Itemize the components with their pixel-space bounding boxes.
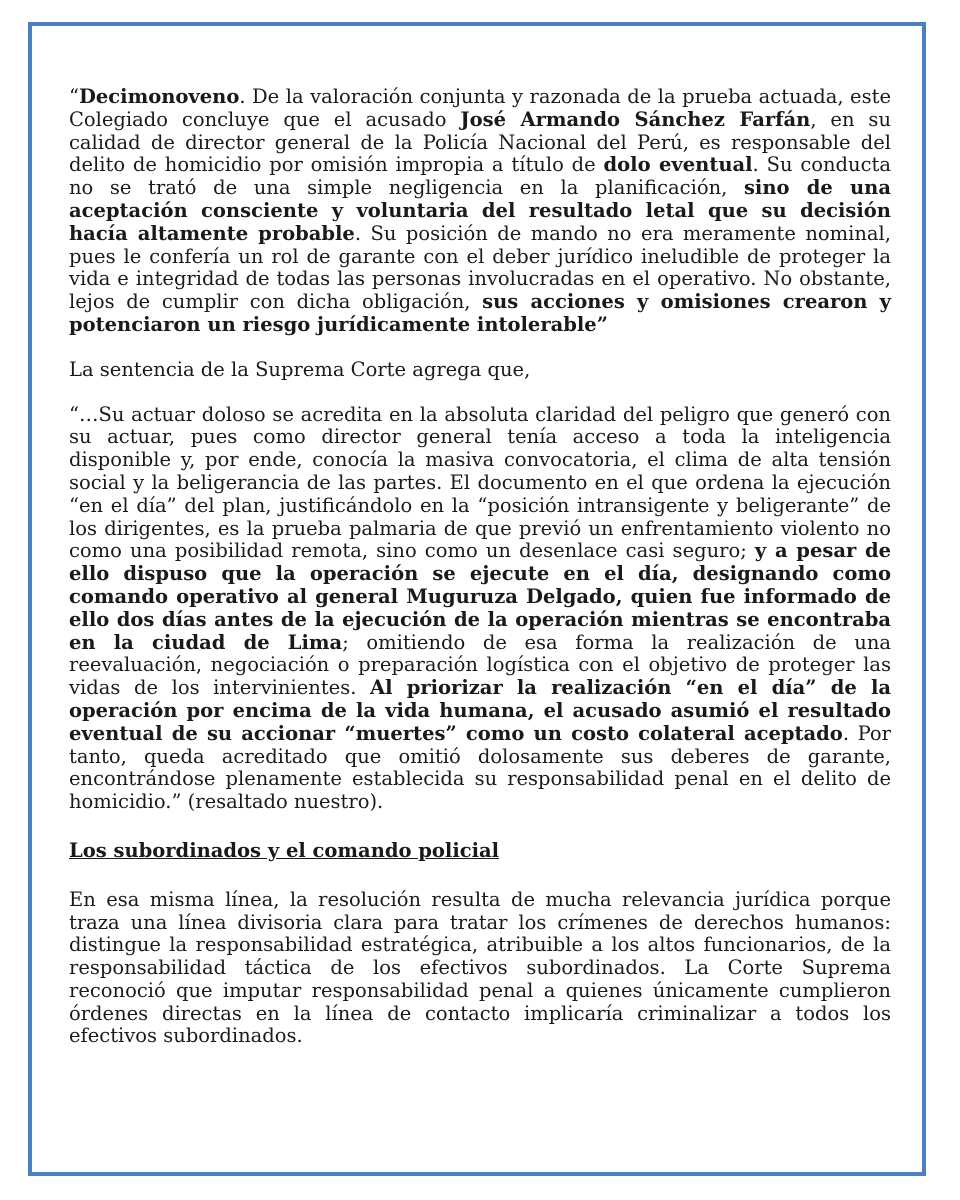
- section-heading: Los subordinados y el comando policial: [69, 838, 500, 862]
- q1-bold-run: José Armando Sánchez Farfán: [460, 107, 811, 131]
- q2-run: . Por tanto, queda acreditado que omitió dolosamente sus deberes de garante, encontrándose plenamente establecida su responsabilidad penal en el delito de homicidio.” (resaltado nuestro).: [69, 721, 891, 814]
- q2-bold-run: y a pesar de ello dispuso que la operación se ejecute en el día, designando como comando operativo al general Muguruza Delgado, quien fue informado de ello dos días antes de la ejecución de la operación mientras se encontraba en la ciudad de Lima: [69, 539, 891, 654]
- quote-paragraph-2: [69, 404, 891, 814]
- q2-run: “…Su actuar doloso se acredita en la absoluta claridad del peligro que generó con su actuar, pues como director general tenía acceso a toda la inteligencia disponible y, por ende, conocía la masiva convocatoria, el clima de alta tensión social y la beligerancia de las partes. El documento en el que ordena la ejecución “en el día” del plan, justificándolo en la “posición intransigente y beligerante” de los dirigentes, es la prueba palmaria de que previó un enfrentamiento violento no como una posibilidad remota, sino como un desenlace casi seguro;: [69, 402, 891, 563]
- q1-bold-run: sus acciones y omisiones crearon y potenciaron un riesgo jurídicamente intolerable”: [69, 290, 891, 336]
- body-paragraph-3: En esa misma línea, la resolución resulta de mucha relevancia jurídica porque traza una línea divisoria clara para tratar los crímenes de derechos humanos: distingue la responsabilidad estratégica, atribuible a los altos funcionarios, de la responsabilidad táctica de los efectivos subordinados. La Corte Suprema reconoció que imputar responsabilidad penal a quienes únicamente cumplieron órdenes directas en la línea de contacto implicaría criminalizar a todos los efectivos subordinados.: [69, 887, 891, 1048]
- q2-run: ; omitiendo de esa forma la realización de una reevaluación, negociación o preparación logística con el objetivo de proteger las vidas de los intervinientes.: [69, 630, 891, 700]
- q1-bold-run: sino de una aceptación consciente y voluntaria del resultado letal que su decisión hacía altamente probable: [69, 176, 891, 245]
- q1-bold-run: Decimonoveno: [78, 85, 240, 108]
- intro-paragraph-2: La sentencia de la Suprema Corte agrega que,: [69, 357, 531, 381]
- document-body: [69, 86, 891, 1048]
- q1-run: . Su conducta no se trató de una simple negligencia en la planificación,: [69, 153, 891, 200]
- q1-run: . De la valoración conjunta y razonada de la prueba actuada, este Colegiado concluye que el acusado: [69, 85, 891, 131]
- q2-bold-run: Al priorizar la realización “en el día” de la operación por encima de la vida humana, el acusado asumió el resultado eventual de su accionar “muertes” como un costo colateral aceptado: [69, 676, 891, 745]
- q1-run: , en su calidad de director general de la Policía Nacional del Perú, es responsable del delito de homicidio por omisión impropia a título de: [69, 107, 891, 177]
- q1-bold-run: dolo eventual: [603, 153, 753, 177]
- q1-run: “: [69, 85, 79, 108]
- q1-run: . Su posición de mando no era meramente nominal, pues le confería un rol de garante con el deber jurídico ineludible de proteger la vida e integridad de todas las personas involucradas en el operativo. No obstante, lejos de cumplir con dicha obligación,: [69, 221, 891, 314]
- quote-paragraph-1: [69, 86, 891, 337]
